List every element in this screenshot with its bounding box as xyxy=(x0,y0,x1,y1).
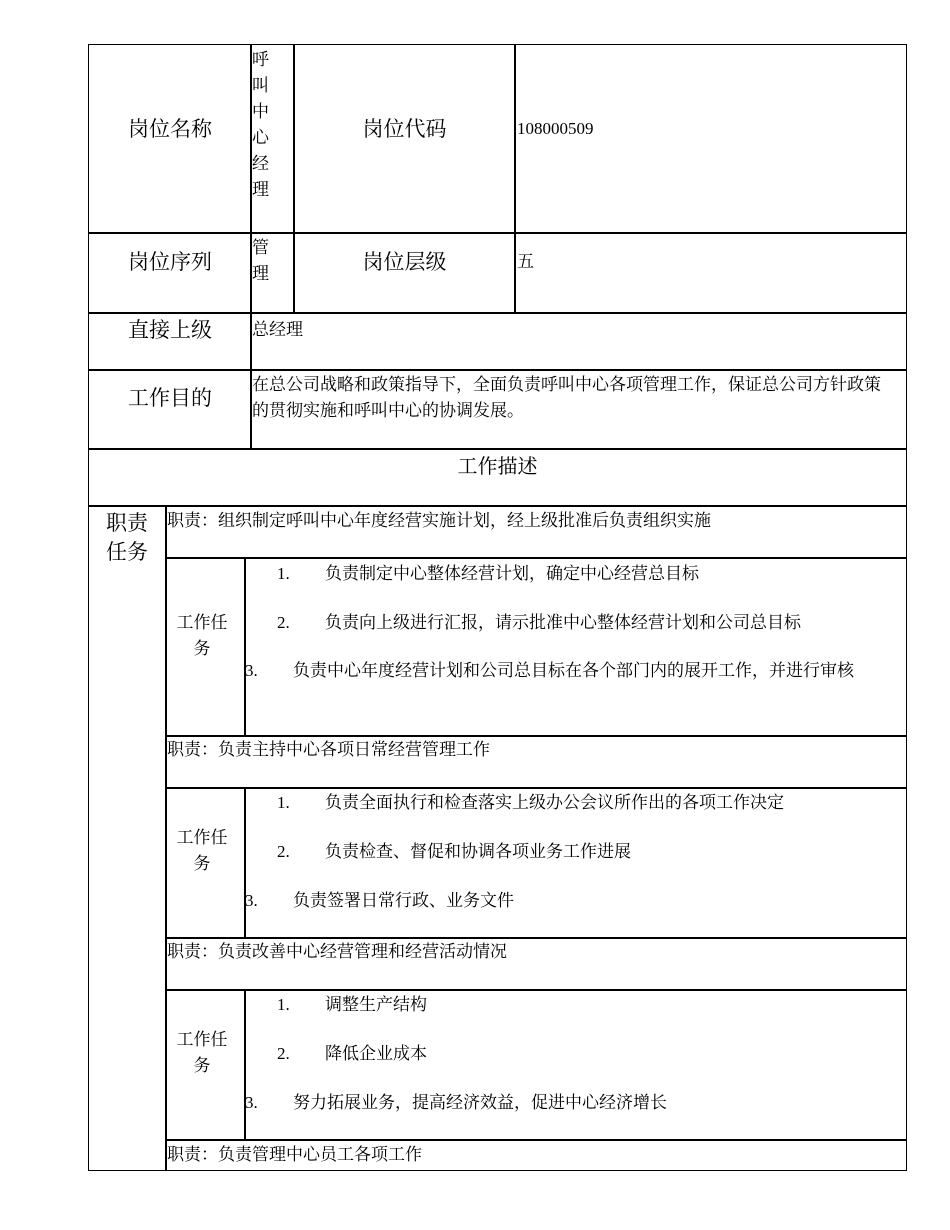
task-label: 工作任务 xyxy=(176,1030,228,1075)
task-text: 负责向上级进行汇报，请示批准中心整体经营计划和公司总目标 xyxy=(325,613,801,632)
duty-label-cell xyxy=(88,505,167,1171)
task-text: 负责检查、督促和协调各项业务工作进展 xyxy=(325,842,631,861)
post-series-label: 岗位序列 xyxy=(128,250,212,274)
duty-label: 职责任务 xyxy=(106,511,148,564)
task-number: 3. xyxy=(245,661,258,680)
duty-title: 职责：负责改善中心经营管理和经营活动情况 xyxy=(167,942,507,961)
duty-title: 职责：负责管理中心员工各项工作 xyxy=(167,1145,422,1164)
task-item xyxy=(277,561,699,587)
task-item xyxy=(277,992,427,1018)
section-title: 工作描述 xyxy=(457,456,538,478)
task-item xyxy=(277,1041,427,1067)
duty-title: 职责：负责主持中心各项日常经营管理工作 xyxy=(167,740,490,759)
task-number: 2. xyxy=(277,842,290,861)
post-series-value: 管理 xyxy=(252,238,269,283)
post-level-label: 岗位层级 xyxy=(362,250,447,274)
post-code-value: 108000509 xyxy=(517,119,594,138)
task-item xyxy=(277,610,801,636)
task-number: 3. xyxy=(245,1093,258,1112)
task-number: 1. xyxy=(277,793,290,812)
task-text: 负责签署日常行政、业务文件 xyxy=(293,891,514,910)
task-number: 2. xyxy=(277,613,290,632)
task-item xyxy=(245,888,514,914)
task-number: 3. xyxy=(245,891,258,910)
task-text: 负责中心年度经营计划和公司总目标在各个部门内的展开工作，并进行审核 xyxy=(293,661,854,680)
post-code-label: 岗位代码 xyxy=(362,117,447,141)
post-level-value-cell xyxy=(514,232,907,314)
purpose-value: 在总公司战略和政策指导下，全面负责呼叫中心各项管理工作，保证总公司方针政策的贯彻实施和呼叫中心的协调发展。 xyxy=(252,375,881,420)
task-text: 负责制定中心整体经营计划，确定中心经营总目标 xyxy=(325,564,699,583)
task-label: 工作任务 xyxy=(176,613,228,658)
duty-title: 职责：组织制定呼叫中心年度经营实施计划，经上级批准后负责组织实施 xyxy=(167,511,711,530)
task-text: 负责全面执行和检查落实上级办公会议所作出的各项工作决定 xyxy=(325,793,784,812)
post-name-label: 岗位名称 xyxy=(128,117,212,141)
task-label: 工作任务 xyxy=(176,828,228,873)
task-number: 1. xyxy=(277,564,290,583)
purpose-label: 工作目的 xyxy=(128,386,212,410)
superior-label: 直接上级 xyxy=(128,318,212,342)
task-item xyxy=(277,839,631,865)
task-text: 努力拓展业务，提高经济效益，促进中心经济增长 xyxy=(293,1093,667,1112)
task-item xyxy=(277,790,784,816)
task-number: 1. xyxy=(277,995,290,1014)
task-item xyxy=(245,658,895,684)
task-number: 2. xyxy=(277,1044,290,1063)
task-text: 降低企业成本 xyxy=(325,1044,427,1063)
post-level-value: 五 xyxy=(517,252,534,271)
post-name-value: 呼叫中心经理 xyxy=(252,50,269,199)
superior-value: 总经理 xyxy=(252,320,303,339)
task-item xyxy=(245,1090,667,1116)
superior-value-cell xyxy=(250,312,907,371)
task-text: 调整生产结构 xyxy=(325,995,427,1014)
